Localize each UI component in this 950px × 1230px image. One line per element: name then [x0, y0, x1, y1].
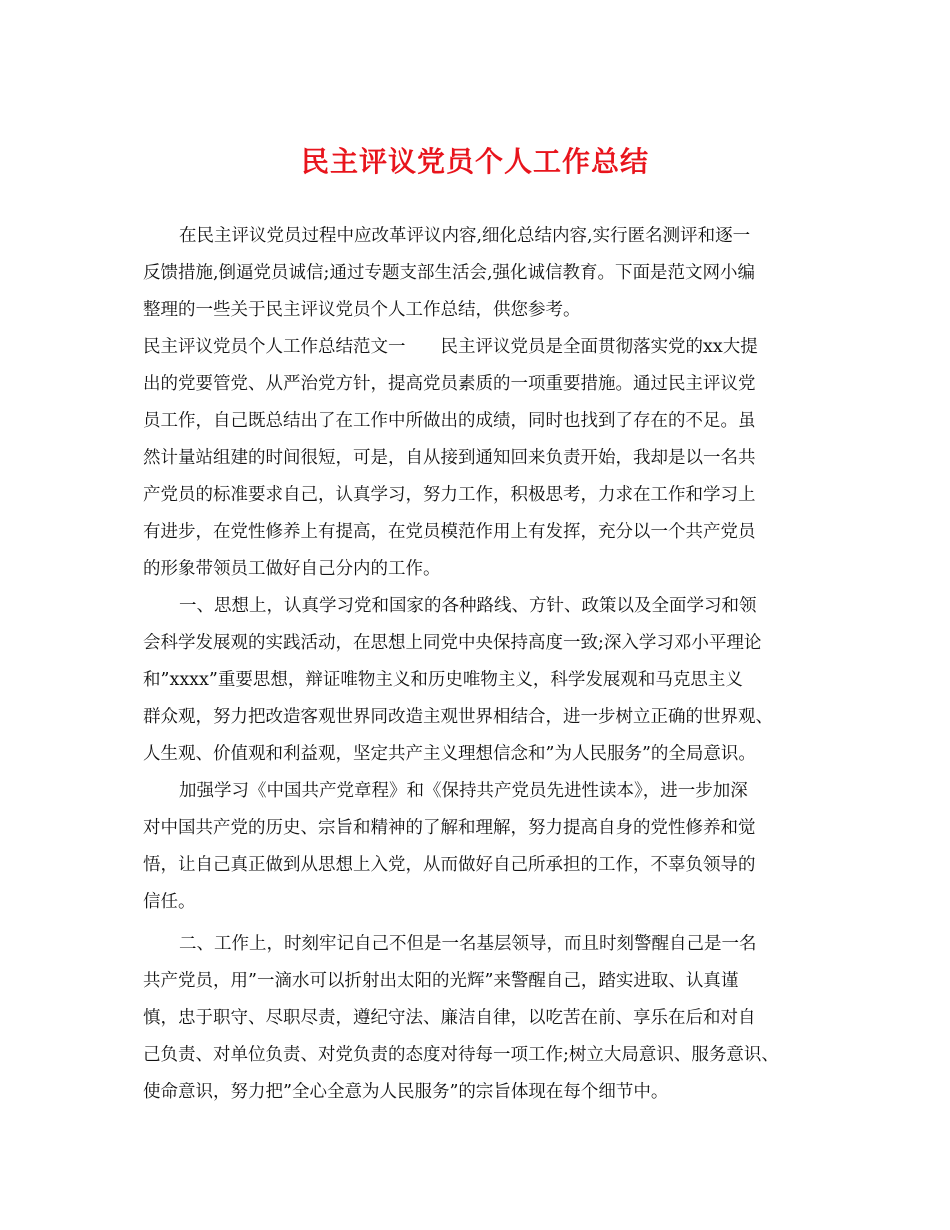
text-line: 反馈措施,倒逼党员诚信;通过专题支部生活会,强化诚信教育。下面是范文网小编 [143, 263, 756, 283]
text-line: 加强学习《中国共产党章程》和《保持共产党员先进性读本》，进一步加深 [179, 781, 748, 801]
text-line: 群众观，努力把改造客观世界同改造主观世界相结合，进一步树立正确的世界观、 [143, 707, 773, 727]
text-line: 产党员的标准要求自己，认真学习，努力工作，积极思考，力求在工作和学习上 [143, 485, 756, 505]
text-line: 人生观、价值观和利益观，坚定共产主义理想信念和”为人民服务”的全局意识。 [143, 744, 756, 764]
text-line: 在民主评议党员过程中应改革评议内容,细化总结内容,实行匿名测评和逐一 [179, 226, 751, 246]
text-line: 二、工作上，时刻牢记自己不但是一名基层领导，而且时刻警醒自己是一名 [179, 934, 757, 954]
text-line: 员工作，自己既总结出了在工作中所做出的成绩，同时也找到了存在的不足。虽 [143, 411, 756, 431]
text-line: 出的党要管党、从严治党方针，提高党员素质的一项重要措施。通过民主评议党 [143, 374, 756, 394]
text-line: 慎，忠于职守、尽职尽责，遵纪守法、廉洁自律，以吃苦在前、享乐在后和对自 [143, 1008, 756, 1028]
text-line: 民主评议党员个人工作总结范文一 民主评议党员是全面贯彻落实党的xx大提 [143, 337, 758, 357]
text-line: 共产党员，用”一滴水可以折射出太阳的光辉”来警醒自己，踏实进取、认真谨 [143, 971, 739, 991]
text-line: 有进步，在党性修养上有提高，在党员模范作用上有发挥，充分以一个共产党员 [143, 522, 756, 542]
document-body [143, 218, 813, 1111]
text-line: 然计量站组建的时间很短，可是，自从接到通知回来负责开始，我却是以一名共 [143, 448, 756, 468]
text-line: 一、思想上，认真学习党和国家的各种路线、方针、政策以及全面学习和领 [179, 596, 757, 616]
text-line: 会科学发展观的实践活动，在思想上同党中央保持高度一致;深入学习邓小平理论 [143, 633, 762, 653]
document-title: 民主评议党员个人工作总结 [300, 145, 649, 178]
text-line: 信任。 [143, 892, 196, 912]
text-line: 使命意识，努力把”全心全意为人民服务”的宗旨体现在每个细节中。 [143, 1082, 669, 1102]
text-line: 对中国共产党的历史、宗旨和精神的了解和理解，努力提高自身的党性修养和觉 [143, 818, 756, 838]
text-line: 整理的一些关于民主评议党员个人工作总结，供您参考。 [143, 300, 581, 320]
text-line: 悟，让自己真正做到从思想上入党，从而做好自己所承担的工作，不辜负领导的 [143, 855, 756, 875]
text-line: 己负责、对单位负责、对党负责的态度对待每一项工作;树立大局意识、服务意识、 [143, 1045, 779, 1065]
text-line: 和”xxxx”重要思想，辩证唯物主义和历史唯物主义，科学发展观和马克思主义 [143, 670, 743, 690]
text-line: 的形象带领员工做好自己分内的工作。 [143, 559, 441, 579]
